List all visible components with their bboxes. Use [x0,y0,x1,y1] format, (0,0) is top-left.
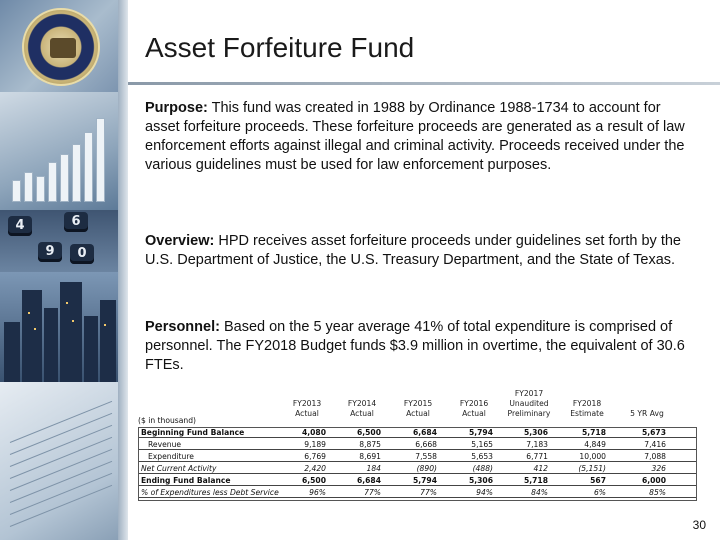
row-label: Expenditure [148,452,194,461]
table-cell: 8,691 [359,452,381,461]
building-graphic [22,290,42,382]
table-cell: 6,000 [641,476,666,485]
table-cell: 5,673 [641,428,666,437]
table-row [138,452,697,462]
table-cell: 6,500 [356,428,381,437]
row-label: Ending Fund Balance [141,476,231,485]
table-cell: 6,769 [304,452,326,461]
slide-title: Asset Forfeiture Fund [145,32,415,63]
table-cell: 5,653 [471,452,493,461]
paper-line [10,485,112,527]
seal-emblem-icon [50,38,76,58]
table-cell: 5,306 [523,428,548,437]
table-row [138,428,697,438]
bar-graphic [48,162,57,202]
table-cell: 5,718 [523,476,548,485]
calculator-key-icon: 6 [64,212,88,232]
left-decorative-strip [0,0,128,540]
financial-paper-photo [0,382,118,540]
paper-line [10,473,112,515]
rising-bars-graphic [10,112,110,202]
table-cell: 9,189 [304,440,326,449]
bar-graphic [24,172,33,202]
table-cell: 85% [649,488,666,497]
bar-graphic [12,180,21,202]
column-header: Actual [350,409,374,418]
building-graphic [100,300,116,382]
column-header: FY2013 [292,399,322,408]
table-cell: 6,684 [356,476,381,485]
overview-label: Overview: [145,233,215,249]
paper-line [10,413,112,455]
row-label: Net Current Activity [141,464,217,473]
paper-line [10,437,112,479]
table-cell: 6,500 [301,476,326,485]
table-cell: 7,416 [644,440,666,449]
window-light [66,302,68,304]
building-graphic [44,308,58,382]
paper-line [10,449,112,491]
table-cell: 10,000 [579,452,606,461]
calculator-key-icon: 0 [70,244,94,264]
calculator-key-icon: 4 [8,216,32,236]
window-light [28,312,30,314]
building-graphic [84,316,98,382]
table-header [138,388,697,428]
table-cell: 94% [476,488,493,497]
column-header: Unaudited [509,399,549,408]
purpose-paragraph [145,99,690,175]
column-header: Preliminary [507,409,551,418]
table-cell: 2,420 [304,464,326,473]
personnel-label: Personnel: [145,319,220,335]
table-cell: 6,684 [412,428,437,437]
bar-chart-photo [0,92,118,210]
bar-graphic [60,154,69,202]
units-label: ($ in thousand) [138,416,196,425]
bar-graphic [36,176,45,202]
paper-line [10,401,112,443]
city-skyline-photo [0,272,118,382]
table-cell: 412 [533,464,548,473]
paper-line [10,425,112,467]
table-row [138,464,697,474]
bar-graphic [96,118,105,202]
strip-edge-divider [118,0,128,540]
bar-graphic [84,132,93,202]
paper-line [10,461,112,503]
overview-paragraph [145,232,690,270]
title-divider [128,82,720,85]
seal-panel [0,0,118,92]
table-cell: 7,558 [415,452,437,461]
row-label: Beginning Fund Balance [141,428,245,437]
table-cell: 4,080 [301,428,326,437]
column-header: FY2017 [514,389,544,398]
table-cell: 77% [420,488,437,497]
table-row [138,440,697,450]
personnel-paragraph [145,318,690,375]
table-cell: 5,718 [581,428,606,437]
table-cell: 7,183 [526,440,548,449]
page-number: 30 [692,518,706,532]
table-cell: 184 [366,464,381,473]
table-cell: 6% [593,488,606,497]
city-seal-logo [22,8,100,86]
window-light [34,328,36,330]
bar-graphic [72,144,81,202]
calculator-key-icon: 9 [38,242,62,262]
table-cell: (5,151) [578,464,606,473]
table-cell: 326 [651,464,666,473]
purpose-text: This fund was created in 1988 by Ordinance 1988-1734 to account for asset forfeiture proceeds. These forfeiture proceeds are generated as a result of law enforcement efforts against illegal and criminal activity. Proceeds received under the various guidelines must be used for law enforcement purposes. [145,100,685,173]
table-cell: (890) [416,464,437,473]
column-header: FY2016 [459,399,489,408]
table-cell: 6,771 [526,452,548,461]
table-cell: 5,794 [412,476,437,485]
table-cell: (488) [472,464,493,473]
table-cell: 7,088 [644,452,666,461]
personnel-text: Based on the 5 year average 41% of total expenditure is comprised of personnel. The FY2018 Budget funds $3.9 million in overtime, the equivalent of 30.6 FTEs. [145,319,685,373]
column-header: FY2018 [572,399,602,408]
table-cell: 5,794 [468,428,493,437]
overview-text: HPD receives asset forfeiture proceeds under guidelines set forth by the U.S. Department of Justice, the U.S. Treasury Department, and the State of Texas. [145,233,681,268]
building-graphic [4,322,20,382]
purpose-label: Purpose: [145,100,208,116]
column-header: Actual [462,409,486,418]
window-light [72,320,74,322]
table-cell: 5,306 [468,476,493,485]
row-label: % of Expenditures less Debt Service [141,488,279,497]
window-light [104,324,106,326]
column-header: Actual [406,409,430,418]
row-label: Revenue [148,440,182,449]
table-cell: 567 [590,476,606,485]
table-cell: 8,875 [359,440,381,449]
table-row [138,488,697,498]
column-header: Actual [295,409,319,418]
building-graphic [60,282,82,382]
calculator-photo [0,210,118,272]
column-header: Estimate [570,409,604,418]
table-cell: 4,849 [584,440,606,449]
table-cell: 5,165 [471,440,493,449]
table-cell: 96% [309,488,326,497]
column-header: FY2015 [403,399,433,408]
table-cell: 77% [364,488,381,497]
column-header: 5 YR Avg [630,409,664,418]
column-header: FY2014 [347,399,377,408]
table-row [138,476,697,486]
table-cell: 84% [531,488,548,497]
table-cell: 6,668 [415,440,437,449]
